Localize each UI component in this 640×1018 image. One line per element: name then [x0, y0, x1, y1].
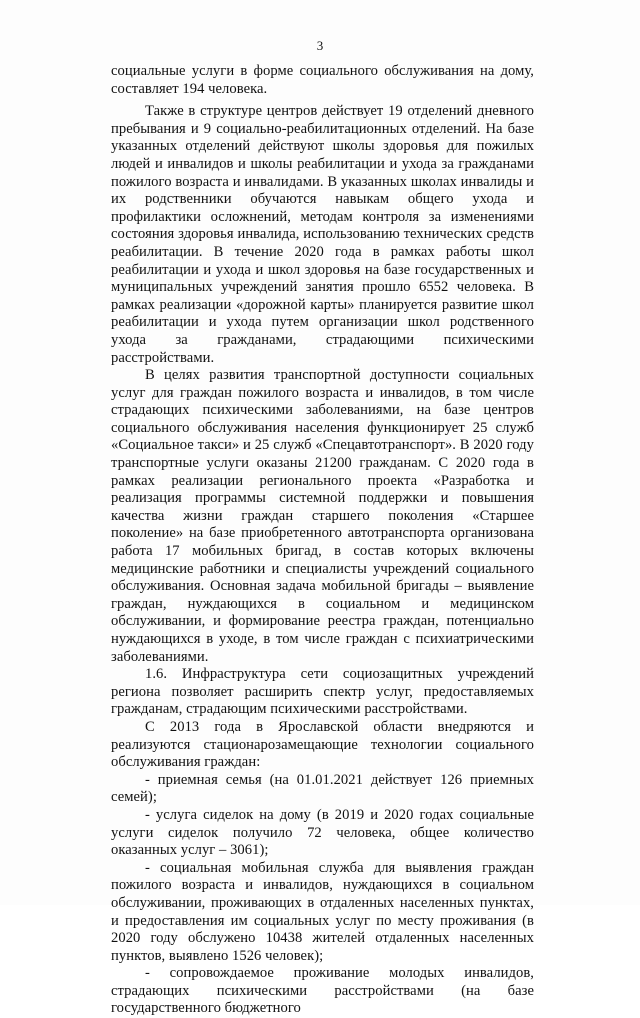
paragraph-5: С 2013 года в Ярославской области внедряются и реализуются стационарозамещающие технологии социального обслуживания граждан:: [111, 718, 534, 771]
list-item-mobile-service: - социальная мобильная служба для выявления граждан пожилого возраста и инвалидов, нуждающихся в социальном обслуживании, проживающих в отдаленных населенных пунктах, и предоставления им социальных услуг по месту проживания (в 2020 году обслужено 10438 жителей отдаленных населенных пунктов, выявлено 1526 человек);: [111, 859, 534, 964]
paragraph-1: социальные услуги в форме социального обслуживания на дому, составляет 194 человека.: [111, 63, 534, 97]
page-number: 3: [316, 38, 324, 53]
paragraph-3: В целях развития транспортной доступности социальных услуг для граждан пожилого возраста и инвалидов, в том числе страдающих психическими заболеваниями, на базе центров социального обслуживания населения функционирует 25 служб «Социальное такси» и 25 служб «Спецавтотранспорт». В 2020 году транспортные услуги оказаны 21200 гражданам. С 2020 года в рамках реализации регионального проекта «Разработка и реализация программы системной поддержки и повышения качества жизни граждан старшего поколения «Старшее поколение» на базе приобретенного автотранспорта организована работа 17 мобильных бригад, в состав которых включены медицинские работники и специалисты учреждений социального обслуживания. Основная задача мобильной бригады – выявление граждан, нуждающихся в социальном и медицинском обслуживании, и формирование реестра граждан, потенциально нуждающихся в уходе, в том числе граждан с психиатрическими заболеваниями.: [111, 367, 534, 665]
list-item-home-nurses: - услуга сиделок на дому (в 2019 и 2020 годах социальные услуги сиделок получило 72 человека, общее количество оказанных услуг – 3061);: [111, 806, 534, 859]
document-body: [111, 63, 534, 1018]
list-item-foster-family: - приемная семья (на 01.01.2021 действует 126 приемных семей);: [111, 771, 534, 806]
paragraph-2: Также в структуре центров действует 19 отделений дневного пребывания и 9 социально-реабилитационных отделений. На базе указанных отделений действуют школы здоровья для пожилых людей и инвалидов и школы реабилитации и ухода за гражданами пожилого возраста и инвалидами. В указанных школах инвалиды и их родственники обучаются навыкам общего ухода и профилактики осложнений, методам контроля за изменениями состояния здоровья инвалида, использованию технических средств реабилитации. В течение 2020 года в рамках работы школ реабилитации и ухода и школ здоровья на базе государственных и муниципальных учреждений занятия прошло 6552 человека. В рамках реализации «дорожной карты» планируется развитие школ реабилитации и ухода путем организации школ родственного ухода за гражданами, страдающими психическими расстройствами.: [111, 103, 534, 366]
list-item-supported-living: - сопровождаемое проживание молодых инвалидов, страдающих психическими расстройствами (на базе государственного бюджетного: [111, 965, 534, 1017]
paragraph-4: 1.6. Инфраструктура сети социозащитных учреждений региона позволяет расширить спектр услуг, предоставляемых гражданам, страдающим психическими расстройствами.: [111, 666, 534, 718]
